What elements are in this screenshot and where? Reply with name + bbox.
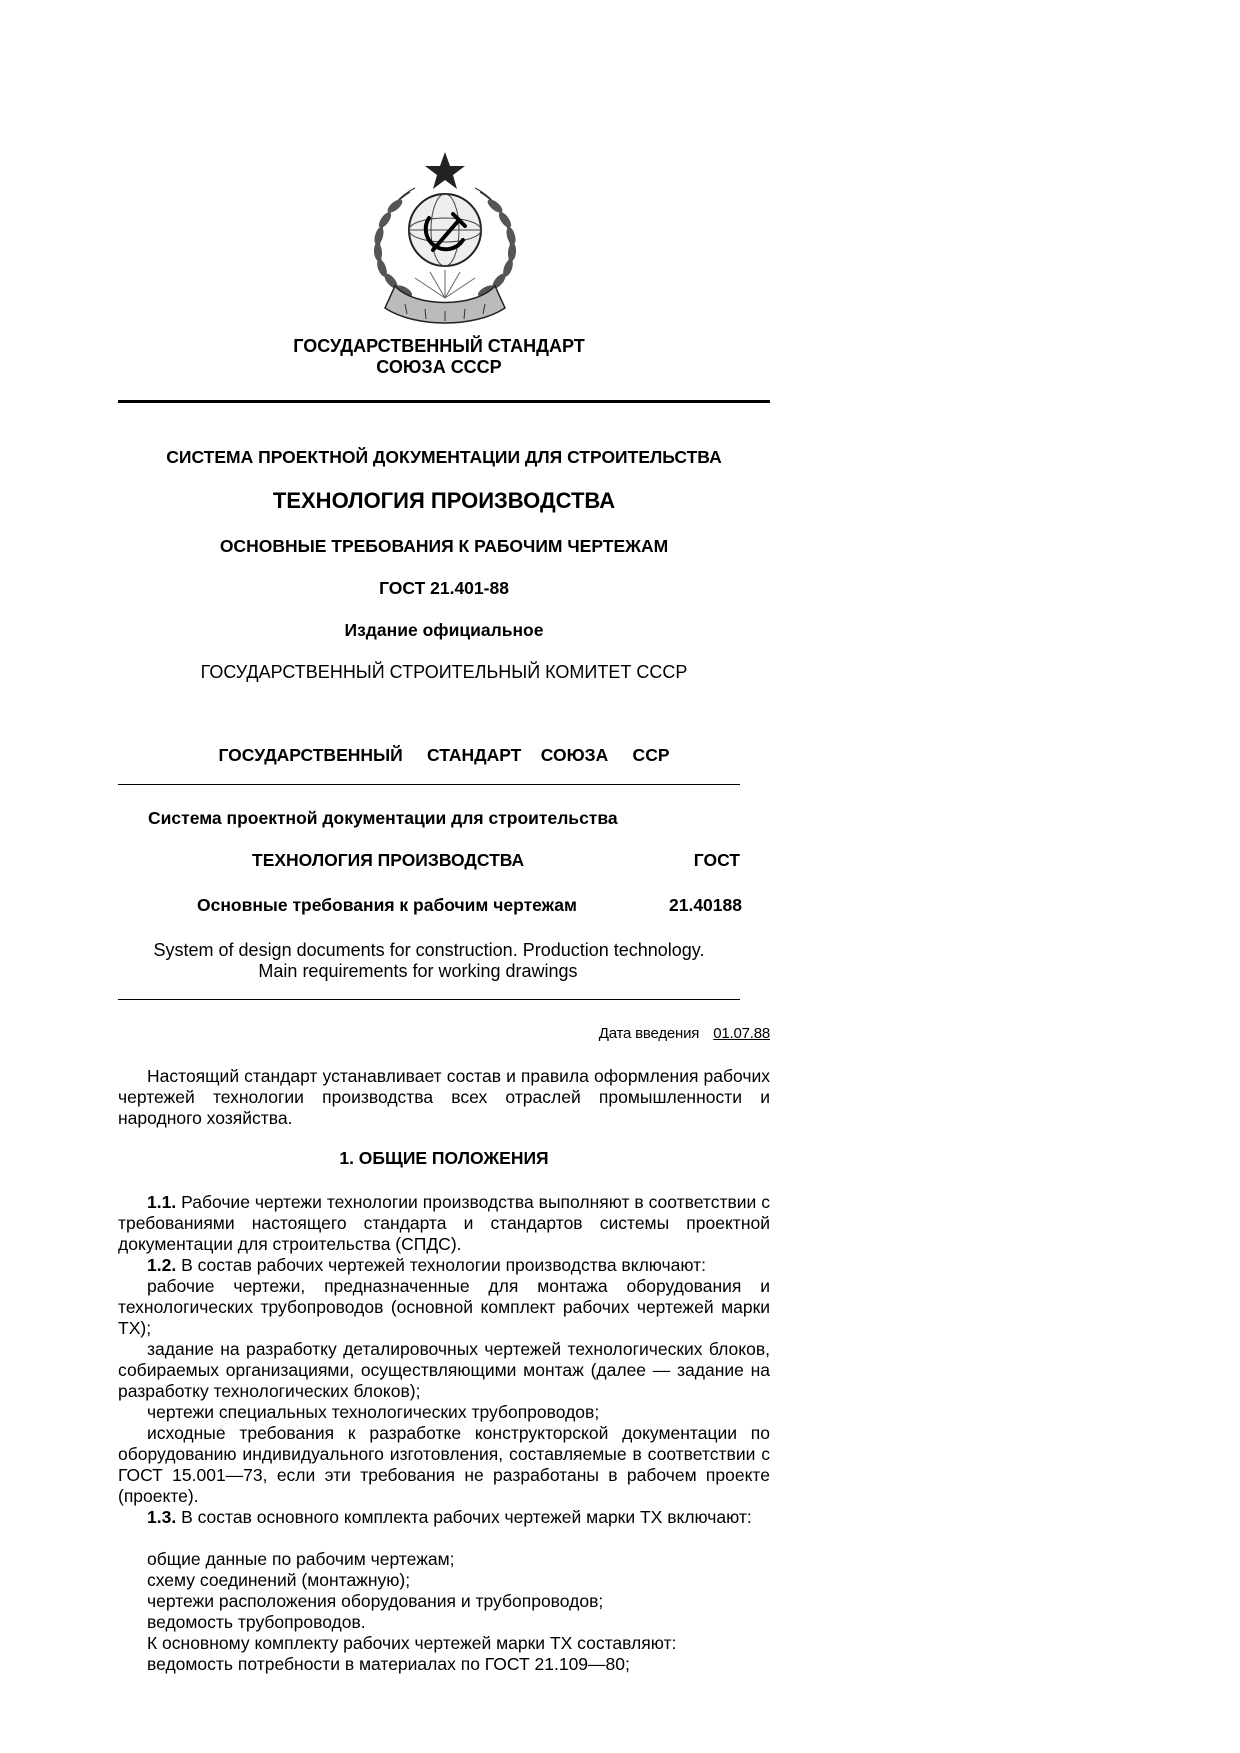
paragraph-1-3-number: 1.3.	[147, 1507, 177, 1527]
state-standard-line2: СОЮЗА СССР	[376, 357, 502, 377]
paragraph-1-2-item-a: рабочие чертежи, предназначенные для монтажа оборудования и технологических трубопроводов (основной комплект рабочих чертежей марки ТХ);	[118, 1276, 770, 1338]
standard-english-line1: System of design documents for construction. Production technology.	[153, 940, 705, 960]
paragraph-1-3-item-a: общие данные по рабочим чертежам;	[147, 1549, 455, 1569]
paragraph-1-2-item-d: исходные требования к разработке конструкторской документации по оборудованию индивидуального изготовления, составляемые в соответствии с ГОСТ 15.001—73, если эти требования не разработаны в рабочем проекте (проекте).	[118, 1423, 770, 1506]
standard-title: ТЕХНОЛОГИЯ ПРОИЗВОДСТВА	[252, 850, 525, 870]
paragraph-1-2-number: 1.2.	[147, 1255, 177, 1275]
paragraph-1-3-text: В состав основного комплекта рабочих чертежей марки ТХ включают:	[176, 1507, 752, 1527]
standard-bottom-rule	[118, 999, 740, 1000]
cover-subtitle: ОСНОВНЫЕ ТРЕБОВАНИЯ К РАБОЧИМ ЧЕРТЕЖАМ	[219, 536, 669, 556]
standard-top-rule	[118, 784, 740, 785]
ussr-state-emblem-icon	[355, 148, 535, 332]
paragraph-1-3-item-c: чертежи расположения оборудования и трубопроводов;	[147, 1591, 604, 1611]
standard-system: Система проектной документации для строительства	[148, 808, 618, 828]
standard-gost-label: ГОСТ	[693, 850, 740, 870]
paragraph-1-3-item-e: К основному комплекту рабочих чертежей марки ТХ составляют:	[147, 1633, 677, 1653]
standard-heading: ГОСУДАРСТВЕННЫЙ СТАНДАРТ СОЮЗА ССР	[218, 745, 670, 765]
paragraph-1-3-item-b: схему соединений (монтажную);	[147, 1570, 411, 1590]
standard-gost-number: 21.40188	[669, 895, 742, 915]
paragraph-1-1-number: 1.1.	[147, 1192, 177, 1212]
state-standard-line1: ГОСУДАРСТВЕННЫЙ СТАНДАРТ	[293, 336, 585, 356]
introduction-date	[118, 1025, 770, 1042]
paragraph-1-2	[118, 1255, 770, 1276]
cover-edition: Издание официальное	[344, 620, 544, 640]
introduction-date-label: Дата введения	[598, 1025, 700, 1042]
paragraph-1-2-item-c: чертежи специальных технологических трубопроводов;	[147, 1402, 600, 1422]
paragraph-1-1	[118, 1192, 770, 1255]
paragraph-1-3-item-d: ведомость трубопроводов.	[147, 1612, 366, 1632]
standard-subtitle: Основные требования к рабочим чертежам	[197, 895, 577, 915]
paragraph-1-2-item-b: задание на разработку деталировочных чертежей технологических блоков, собираемых организациями, осуществляющими монтаж (далее — задание на разработку технологических блоков);	[118, 1339, 770, 1401]
cover-system-title: СИСТЕМА ПРОЕКТНОЙ ДОКУМЕНТАЦИИ ДЛЯ СТРОИТЕЛЬСТВА	[166, 447, 722, 467]
standard-english-line2: Main requirements for working drawings	[258, 961, 578, 981]
cover-gost-number: ГОСТ 21.401-88	[379, 578, 509, 598]
paragraph-1-3	[118, 1507, 770, 1528]
paragraph-1-2-text: В состав рабочих чертежей технологии производства включают:	[176, 1255, 707, 1275]
cover-main-title: ТЕХНОЛОГИЯ ПРОИЗВОДСТВА	[272, 488, 616, 513]
introduction-date-value: 01.07.88	[713, 1025, 770, 1042]
section1-title: 1. ОБЩИЕ ПОЛОЖЕНИЯ	[339, 1148, 549, 1168]
paragraph-1-3-item-f: ведомость потребности в материалах по ГОСТ 21.109—80;	[147, 1654, 630, 1674]
intro-paragraph: Настоящий стандарт устанавливает состав и правила оформления рабочих чертежей технологии производства всех отраслей промышленности и народного хозяйства.	[118, 1066, 770, 1128]
paragraph-1-1-text: Рабочие чертежи технологии производства выполняют в соответствии с требованиями настоящего стандарта и стандартов системы проектной документации для строительства (СПДС).	[118, 1192, 770, 1254]
cover-committee: ГОСУДАРСТВЕННЫЙ СТРОИТЕЛЬНЫЙ КОМИТЕТ СССР	[200, 662, 688, 682]
header-divider	[118, 400, 770, 403]
